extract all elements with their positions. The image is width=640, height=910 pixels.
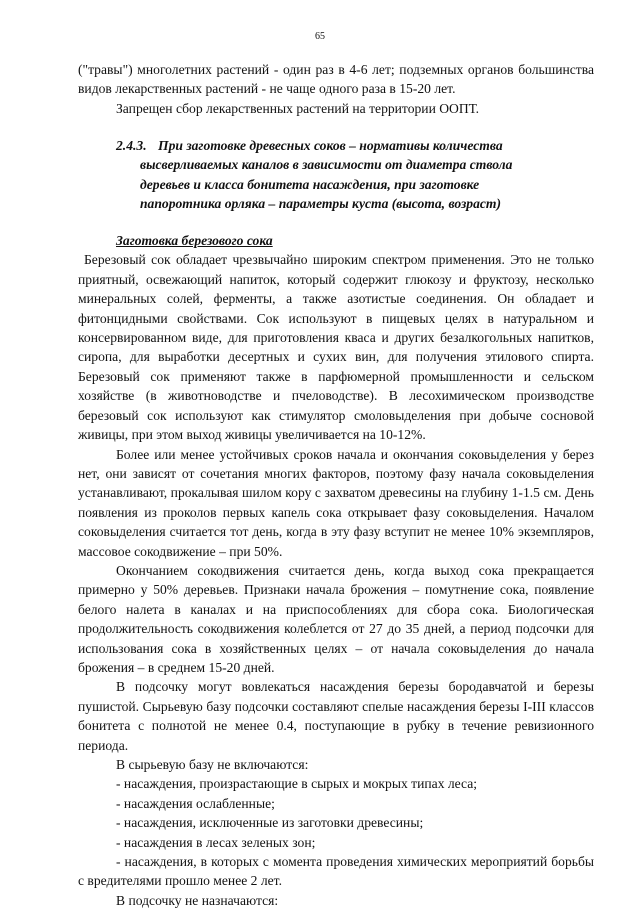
paragraph: В сырьевую базу не включаются:: [116, 757, 309, 772]
list-item: - насаждения в лесах зеленых зон;: [116, 834, 316, 850]
intro-paragraph: ("травы") многолетних растений - один раз в 4-6 лет; подземных органов большинства видов лекарственных растений - не чаще одного раза в 15-20 лет.: [78, 62, 594, 97]
section-heading: [116, 136, 594, 213]
subheading: Заготовка березового сока: [116, 233, 273, 249]
intro-paragraph-ban: Запрещен сбор лекарственных растений на территории ООПТ.: [116, 100, 480, 116]
list-item: - насаждения ослабленные;: [116, 795, 275, 811]
section-title-line-1: При заготовке древесных соков – нормативы количества: [158, 138, 503, 154]
paragraph: В подсочку могут вовлекаться насаждения березы бородавчатой и березы пушистой. Сырьевую базу подсочки составляют спелые насаждения березы I-III классов бонитета с полнотой не менее 0.4, поступающие в рубку в течение ревизионного периода.: [78, 679, 594, 753]
paragraph: Березовый сок обладает чрезвычайно широким спектром применения. Это не только приятный, освежающий напиток, который содержит глюкозу и фруктозу, несколько минеральных солей, ферменты, а также азотистые соединения. Он обладает и фитонцидными свойствами. Сок используют в пищевых целях в натуральном и консервированном виде, для приготовления кваса и других безалкогольных напитков, сиропа, для выработки десертных и сухих вин, для получения этилового спирта. Березовый сок применяют также в парфюмерной промышленности и сельском хозяйстве (в животноводстве и пчеловодстве). В лесохимическом производстве березовый сок используют как стимулятор смоловыделения при добыче сосновой живицы, при этом выход живицы увеличивается на 10-12%.: [78, 252, 594, 443]
paragraph: Более или менее устойчивых сроков начала и окончания соковыделения у берез нет, они зависят от сочетания многих факторов, поэтому фазу начала соковыделения устанавливают, прокалывая шилом кору с захватом древесины на глубину 1-1.5 см. День появления из проколов первых капель сока открывает фазу соковыделения. Началом соковыделения считается тот день, когда в эту фазу вступит не менее 10% экземпляров, массовое сокодвижение – при 50%.: [78, 446, 594, 559]
list-item: - насаждения, исключенные из заготовки древесины;: [116, 815, 424, 831]
paragraph: Окончанием сокодвижения считается день, когда выход сока прекращается примерно у 50% деревьев. Признаки начала брожения – помутнение сока, появление белого налета в каналах и на приспособлениях для сбора сока. Биологическая продолжительность сокодвижения колеблется от 27 до 35 дней, а период подсочки для использования сока в хозяйственных целях – от начала соковыделения до начала брожения – в среднем 15-20 дней.: [78, 562, 594, 675]
section-heading-line: [116, 136, 594, 155]
list-item: - насаждения, произрастающие в сырых и мокрых типах леса;: [116, 776, 478, 792]
section-number: 2.4.3.: [116, 138, 147, 154]
page-number: 65: [315, 31, 325, 42]
section-title-line-3: деревьев и класса бонитета насаждения, при заготовке: [140, 176, 480, 192]
section-title-line-4: папоротника орляка – параметры куста (высота, возраст): [140, 195, 502, 211]
section-title-line-2: высверливаемых каналов в зависимости от диаметра ствола: [140, 157, 513, 173]
list-item: - насаждения, в которых с момента проведения химических мероприятий борьбы с вредителями прошло менее 2 лет.: [78, 854, 594, 889]
page-content: [78, 60, 594, 910]
closing-paragraph: В подсочку не назначаются:: [116, 892, 279, 908]
